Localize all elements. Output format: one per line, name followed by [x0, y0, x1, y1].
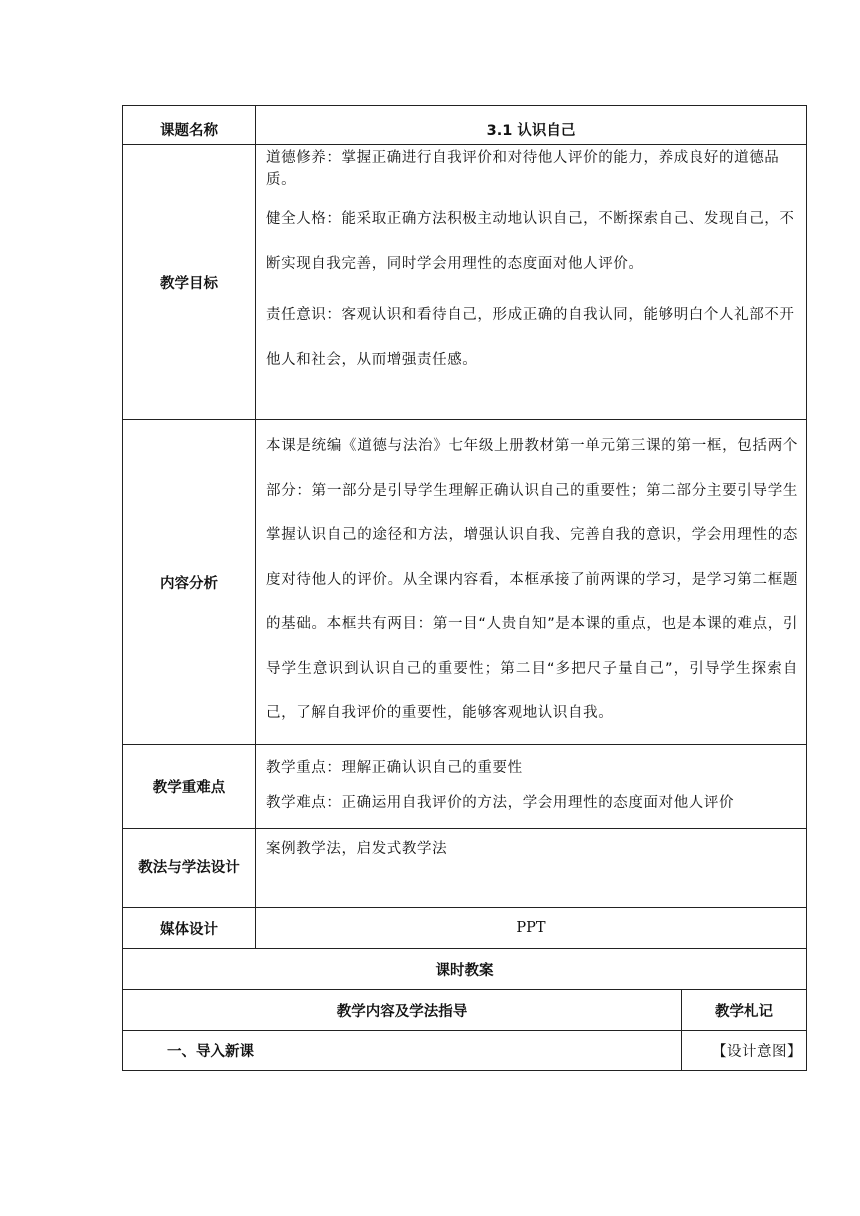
- method-row: [123, 829, 807, 908]
- media-row: [123, 908, 807, 949]
- notes-header: 教学札记: [682, 990, 807, 1031]
- key-row: [123, 745, 807, 829]
- method-label: 教法与学法设计: [123, 829, 256, 908]
- goal-responsibility: 责任意识：客观认识和看待自己，形成正确的自我认同，能够明白个人礼部不开他人和社会，从而增强责任感。: [266, 307, 795, 368]
- section-row: [123, 1031, 807, 1071]
- goal-moral: 道德修养：掌握正确进行自我评价和对待他人评价的能力，养成良好的道德品质。: [266, 150, 780, 188]
- key-label: 教学重难点: [123, 745, 256, 829]
- content-header: 教学内容及学法指导: [123, 990, 682, 1031]
- lesson-plan-document: [122, 105, 806, 1071]
- goals-cell: [256, 145, 807, 420]
- section-intro-heading: 一、导入新课: [123, 1031, 682, 1071]
- topic-value: 3.1 认识自己: [256, 106, 807, 145]
- plan-header-row: [123, 990, 807, 1031]
- plan-title-row: [123, 949, 807, 990]
- key-points: 教学重点：理解正确认识自己的重要性: [266, 760, 523, 776]
- lesson-plan-table: [122, 105, 807, 1071]
- analysis-text: 本课是统编《道德与法治》七年级上册教材第一单元第三课的第一框，包括两个部分：第一部分是引导学生理解正确认识自己的重要性；第二部分主要引导学生掌握认识自己的途径和方法，增强认识自我、完善自我的意识，学会用理性的态度对待他人的评价。从全课内容看，本框承接了前两课的学习，是学习第二框题的基础。本框共有两目：第一目“人贵自知”是本课的重点，也是本课的难点，引导学生意识到认识自己的重要性；第二目“多把尺子量自己”，引导学生探索自己，了解自我评价的重要性，能够客观地认识自我。: [266, 438, 799, 721]
- analysis-label: 内容分析: [123, 420, 256, 745]
- media-value: PPT: [256, 908, 807, 949]
- key-cell: [256, 745, 807, 829]
- difficult-points: 教学难点：正确运用自我评价的方法，学会用理性的态度面对他人评价: [266, 795, 735, 811]
- goal-personality: 健全人格：能采取正确方法积极主动地认识自己，不断探索自己、发现自己，不断实现自我完善，同时学会用理性的态度面对他人评价。: [266, 211, 795, 272]
- goals-row: [123, 145, 807, 420]
- analysis-row: [123, 420, 807, 745]
- design-intent-label: 【设计意图】: [682, 1031, 807, 1071]
- method-cell: [256, 829, 807, 908]
- analysis-cell: [256, 420, 807, 745]
- media-label: 媒体设计: [123, 908, 256, 949]
- goals-label: 教学目标: [123, 145, 256, 420]
- topic-row: [123, 106, 807, 145]
- plan-title: 课时教案: [123, 949, 807, 990]
- method-value: 案例教学法，启发式教学法: [266, 841, 448, 857]
- topic-label: 课题名称: [123, 106, 256, 145]
